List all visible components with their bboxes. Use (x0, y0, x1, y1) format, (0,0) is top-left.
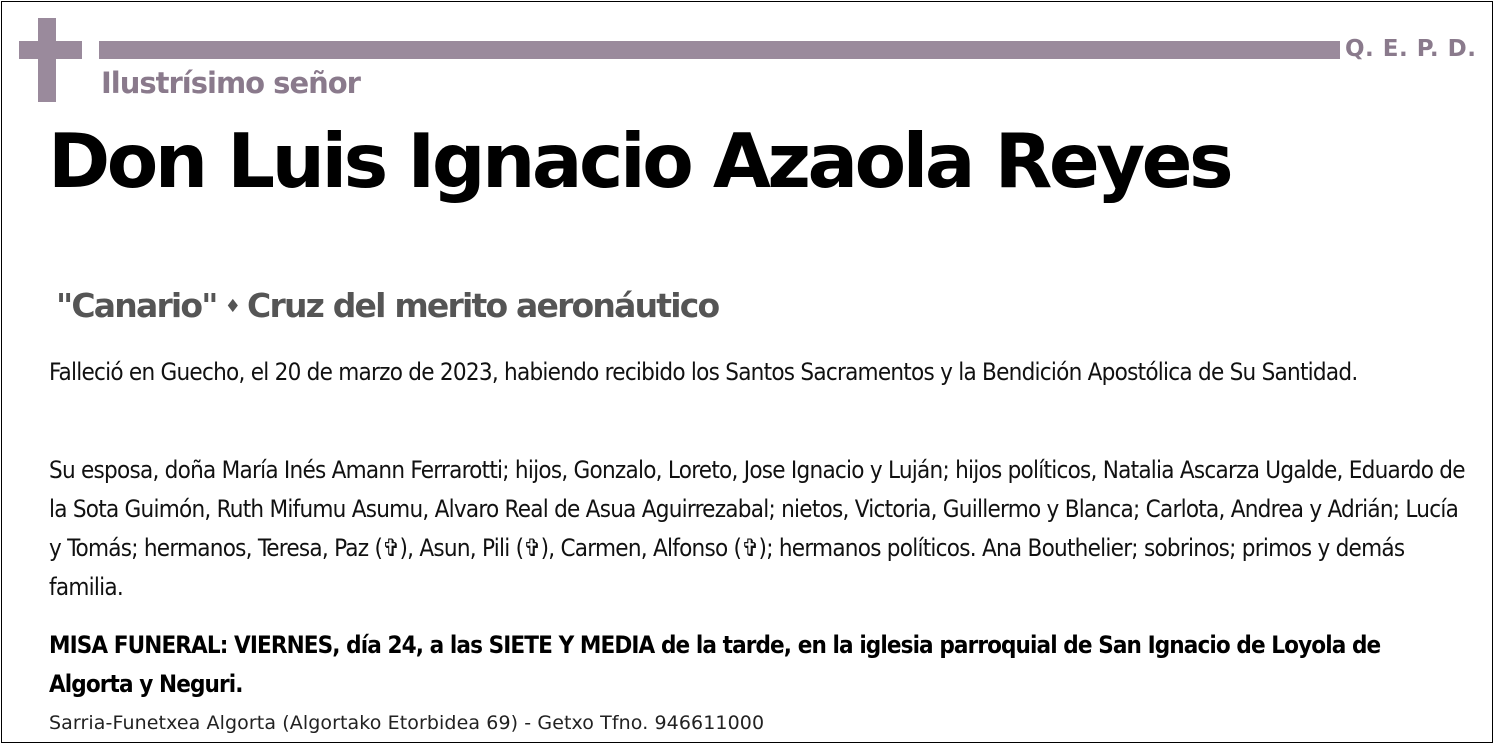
cross-icon-arm (19, 41, 82, 59)
subtitle (56, 286, 718, 325)
diamond-separator-icon: ♦ (224, 296, 240, 317)
obituary-notice (1, 1, 1493, 743)
nickname: "Canario" (56, 286, 217, 325)
honorific-title: Ilustrísimo señor (101, 66, 360, 100)
header-rule (99, 41, 1340, 59)
qepd-label: Q. E. P. D. (1345, 36, 1477, 62)
death-notice-text: Falleció en Guecho, el 20 de marzo de 2023, habiendo recibido los Santos Sacramentos y la Bendición Apostólica de Su Santidad. (49, 358, 1358, 386)
funeral-home-info: Sarria-Funetxea Algorta (Algortako Etorbidea 69) - Getxo Tfno. 946611000 (49, 712, 765, 734)
cross-icon (38, 18, 56, 102)
funeral-mass-text: MISA FUNERAL: VIERNES, día 24, a las SIETE Y MEDIA de la tarde, en la iglesia parroquial de San Ignacio de Loyola de Algorta y Neguri. (49, 631, 1381, 698)
deceased-name: Don Luis Ignacio Azaola Reyes (48, 117, 1231, 205)
distinction: Cruz del merito aeronáutico (247, 286, 719, 325)
family-text: Su esposa, doña María Inés Amann Ferrarotti; hijos, Gonzalo, Loreto, Jose Ignacio y Luján; hijos políticos, Natalia Ascarza Ugalde, Eduardo de la Sota Guimón, Ruth Mifumu Asumu, Alvaro Real de Asua Aguirrezabal; nietos, Victoria, Guillermo y Blanca; Carlota, Andrea y Adrián; Lucía y Tomás; hermanos, Teresa, Paz (✞), Asun, Pili (✞), Carmen, Alfonso (✞); hermanos políticos. Ana Bouthelier; sobrinos; primos y demás familia. (49, 456, 1465, 601)
